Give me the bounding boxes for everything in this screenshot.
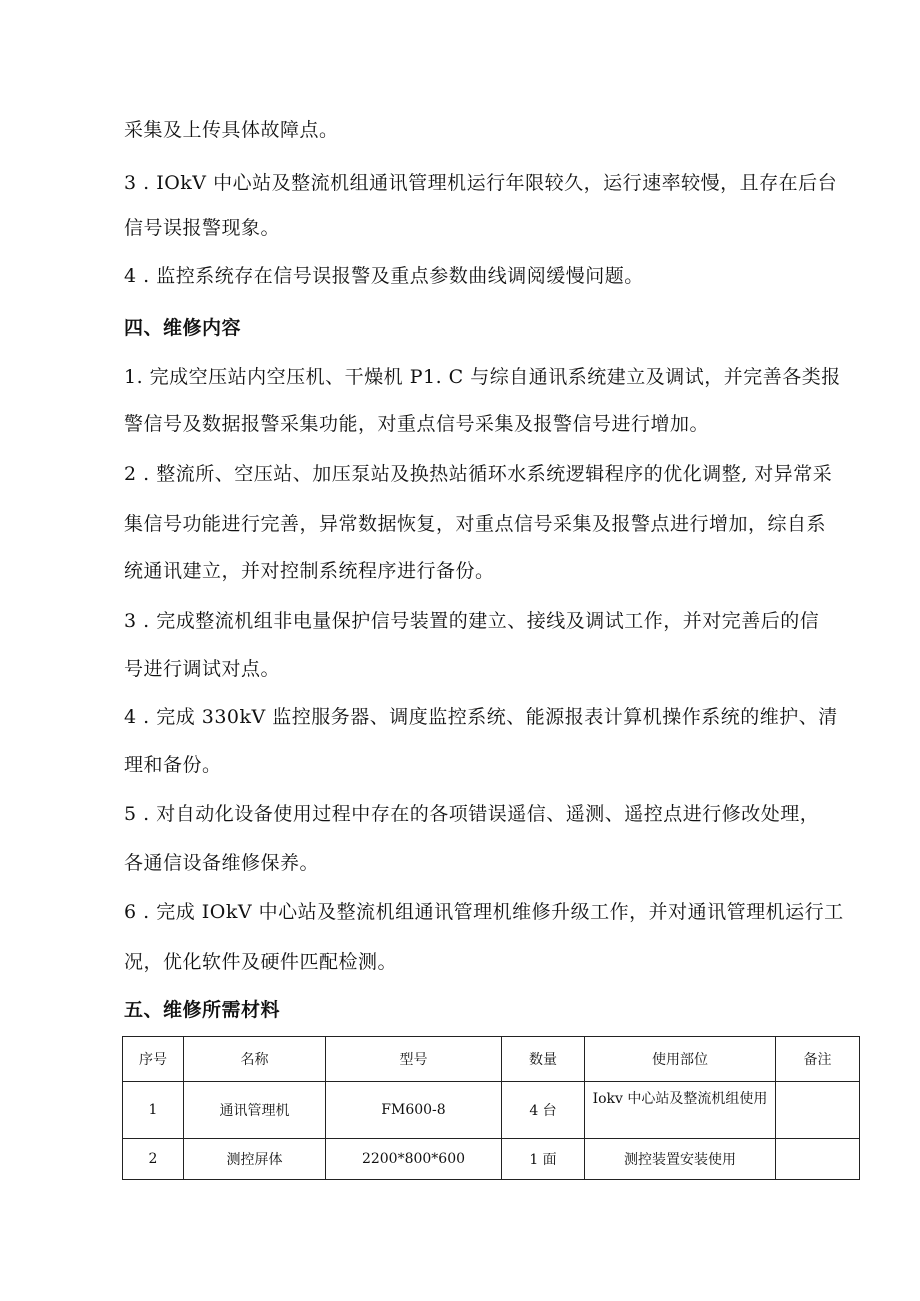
paragraph-line: 1. 完成空压站内空压机、干燥机 P1. C 与综自通讯系统建立及调试，并完善各类报	[124, 366, 841, 388]
paragraph-line: 理和备份。	[124, 754, 222, 776]
table-row	[123, 1139, 860, 1180]
paragraph-line: 警信号及数据报警采集功能，对重点信号采集及报警信号进行增加。	[124, 413, 710, 435]
paragraph-line: 4 . 监控系统存在信号误报警及重点参数曲线调阅缓慢问题。	[124, 265, 644, 287]
paragraph-line: 3 . 完成整流机组非电量保护信号装置的建立、接线及调试工作，并对完善后的信	[124, 610, 820, 632]
table-cell: FM600-8	[326, 1082, 502, 1139]
paragraph-line: 采集及上传具体故障点。	[124, 119, 339, 141]
table-cell: 1	[123, 1082, 184, 1139]
paragraph-line: 3 . IOkV 中心站及整流机组通讯管理机运行年限较久，运行速率较慢，且存在后台	[124, 172, 838, 194]
header-cell-usage: 使用部位	[585, 1037, 776, 1082]
table-cell: 2	[123, 1139, 184, 1180]
table-row	[123, 1082, 860, 1139]
table-cell: 通讯管理机	[184, 1082, 326, 1139]
paragraph-line: 况，优化软件及硬件匹配检测。	[124, 951, 398, 973]
paragraph-line: 6 . 完成 IOkV 中心站及整流机组通讯管理机维修升级工作，并对通讯管理机运行工	[124, 901, 844, 923]
paragraph-line: 5 . 对自动化设备使用过程中存在的各项错误遥信、遥测、遥控点进行修改处理，	[124, 803, 820, 825]
table-cell: 1 面	[502, 1139, 585, 1180]
table-cell: 4 台	[502, 1082, 585, 1139]
materials-table	[122, 1036, 860, 1180]
header-cell-index: 序号	[123, 1037, 184, 1082]
table-cell: Iokv 中心站及整流机组使用	[585, 1082, 776, 1139]
header-cell-remarks: 备注	[776, 1037, 860, 1082]
paragraph-line: 4 . 完成 330kV 监控服务器、调度监控系统、能源报表计算机操作系统的维护、清	[124, 706, 838, 728]
table-cell	[776, 1139, 860, 1180]
paragraph-line: 信号误报警现象。	[124, 217, 281, 239]
table-cell: 2200*800*600	[326, 1139, 502, 1180]
table-cell	[776, 1082, 860, 1139]
paragraph-line: 集信号功能进行完善，异常数据恢复，对重点信号采集及报警点进行增加，综自系	[124, 513, 827, 535]
header-cell-quantity: 数量	[502, 1037, 585, 1082]
header-cell-name: 名称	[184, 1037, 326, 1082]
paragraph-line: 统通讯建立，并对控制系统程序进行备份。	[124, 560, 495, 582]
paragraph-line: 号进行调试对点。	[124, 658, 281, 680]
table-header-row	[123, 1037, 860, 1082]
header-cell-model: 型号	[326, 1037, 502, 1082]
section-heading-maintenance-content: 四、维修内容	[124, 317, 242, 339]
section-heading-materials: 五、维修所需材料	[124, 999, 281, 1021]
paragraph-line: 2 . 整流所、空压站、加压泵站及换热站循环水系统逻辑程序的优化调整, 对异常采	[124, 463, 833, 485]
table-cell: 测控装置安装使用	[585, 1139, 776, 1180]
table-cell: 测控屏体	[184, 1139, 326, 1180]
paragraph-line: 各通信设备维修保养。	[124, 852, 320, 874]
